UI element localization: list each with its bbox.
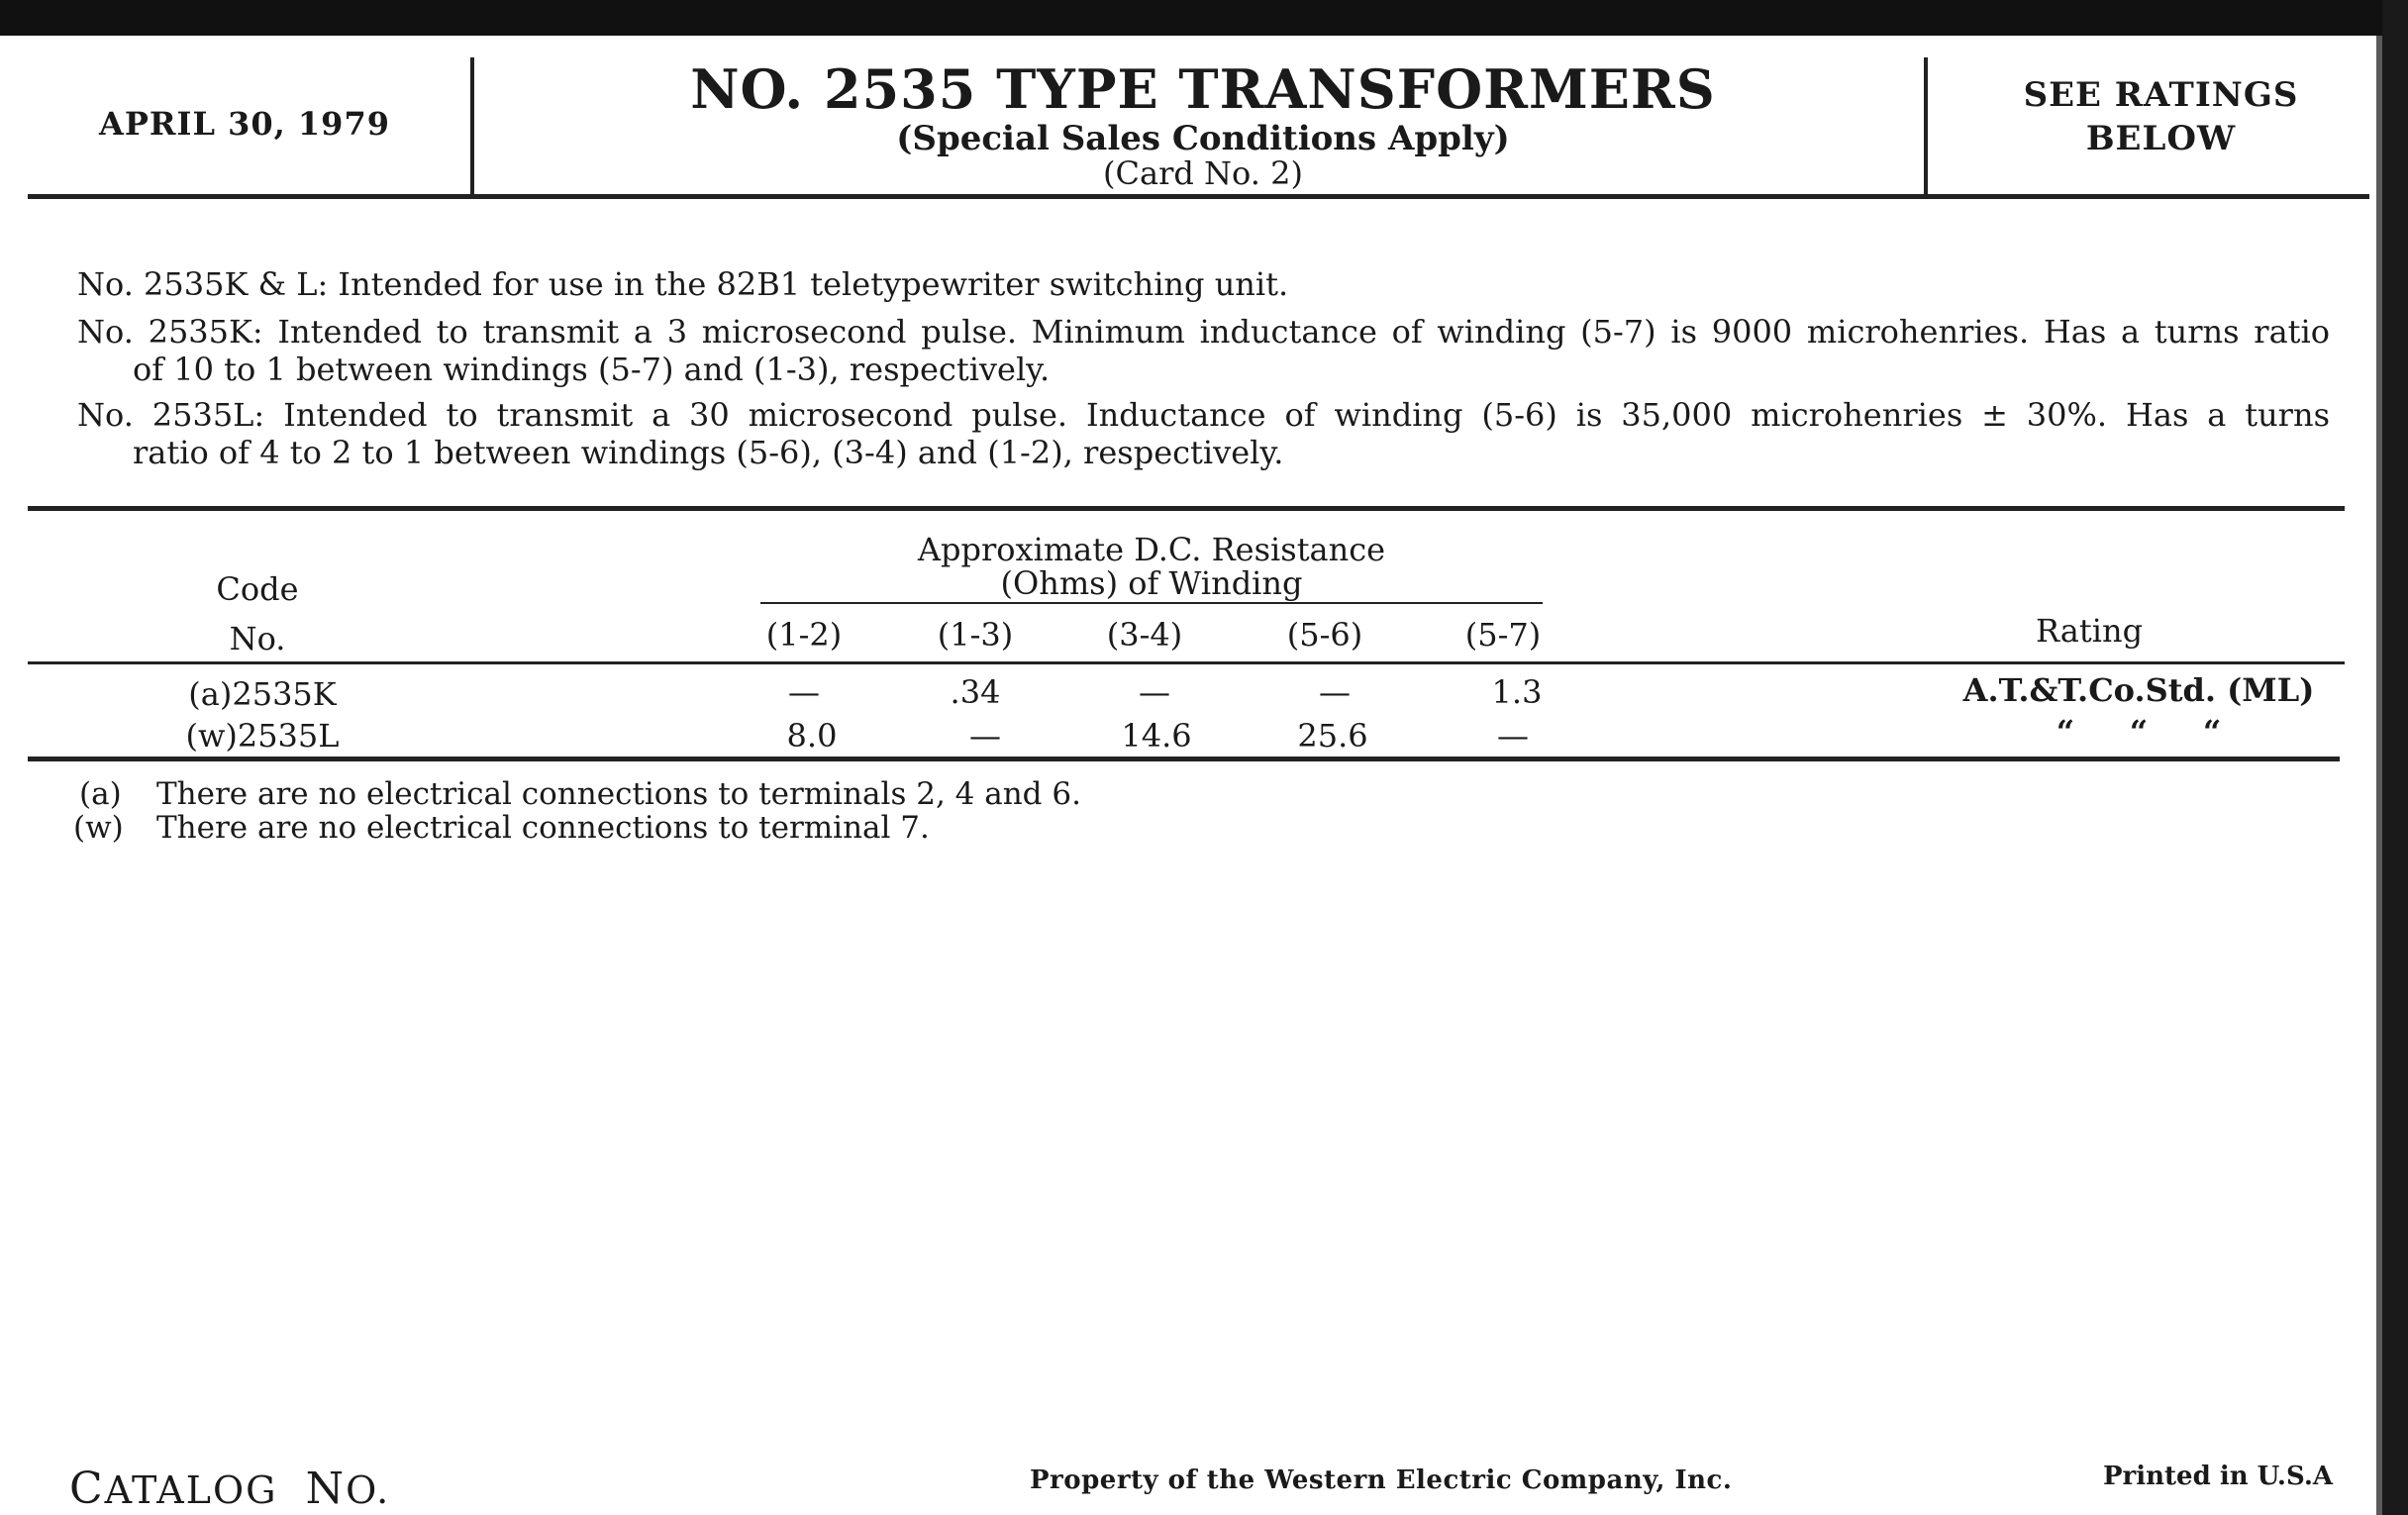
code-cell: (w)2535L bbox=[185, 717, 340, 755]
value-cell: — bbox=[1497, 717, 1529, 755]
column-header-3-4: (3-4) bbox=[1106, 616, 1183, 654]
scan-right-border bbox=[2382, 0, 2408, 1515]
column-header-1-2: (1-2) bbox=[765, 616, 843, 654]
value-cell: — bbox=[788, 673, 820, 711]
header-divider-right bbox=[1924, 57, 1928, 196]
description-2535l bbox=[77, 396, 2330, 471]
resistance-header-rule bbox=[760, 602, 1543, 604]
footnote-w-text: There are no electrical connections to terminal 7. bbox=[156, 810, 930, 846]
column-header-1-3: (1-3) bbox=[937, 616, 1014, 654]
scan-top-border bbox=[0, 0, 2408, 36]
column-header-5-7: (5-7) bbox=[1464, 616, 1542, 654]
card-subtitle: (Special Sales Conditions Apply) bbox=[896, 119, 1510, 158]
card-title: NO. 2535 TYPE TRANSFORMERS bbox=[690, 57, 1716, 121]
value-cell: — bbox=[969, 717, 1001, 755]
table-top-rule bbox=[28, 506, 2345, 511]
value-cell: 8.0 bbox=[786, 717, 838, 755]
value-cell: .34 bbox=[950, 673, 1001, 711]
footnote-a-text: There are no electrical connections to terminals 2, 4 and 6. bbox=[156, 776, 1081, 812]
rating-header: Rating bbox=[2035, 612, 2144, 650]
property-notice: Property of the Western Electric Company, Inc. bbox=[1030, 1465, 1733, 1495]
value-cell: 1.3 bbox=[1491, 673, 1543, 711]
description-continuation: ratio of 4 to 2 to 1 between windings (5-6), (3-4) and (1-2), respectively. bbox=[133, 434, 1284, 471]
description-line: No. 2535K: Intended to transmit a 3 microsecond pulse. Minimum inductance of winding (5-7) is 9000 microhenries. Has a turns ratio bbox=[77, 313, 2330, 351]
catalog-no-initial: N bbox=[305, 1464, 347, 1514]
description-2535k bbox=[77, 313, 2330, 388]
footnote-w-mark: (w) bbox=[73, 810, 124, 846]
catalog-rest: ATALOG bbox=[104, 1468, 278, 1512]
value-cell: — bbox=[1319, 673, 1351, 711]
code-header: Code bbox=[216, 570, 299, 608]
resistance-header: Approximate D.C. Resistance bbox=[917, 531, 1386, 568]
rating-cell: A.T.&T.Co.Std. (ML) bbox=[1962, 671, 2315, 709]
card-number: (Card No. 2) bbox=[1103, 154, 1303, 192]
description-2535k-and-l bbox=[77, 265, 2330, 303]
column-header-5-6: (5-6) bbox=[1286, 616, 1363, 654]
see-ratings-note bbox=[1931, 73, 2391, 160]
code-cell: (a)2535K bbox=[188, 675, 337, 713]
catalog-initial: C bbox=[69, 1464, 105, 1514]
see-ratings-line2: BELOW bbox=[2085, 119, 2237, 158]
catalog-no-label bbox=[69, 1464, 390, 1514]
value-cell: — bbox=[1139, 673, 1170, 711]
see-ratings-line1: SEE RATINGS bbox=[2023, 75, 2299, 115]
catalog-no-rest: O. bbox=[346, 1468, 391, 1512]
rating-ditto-cell: “ “ “ bbox=[2056, 713, 2222, 751]
header-rule bbox=[28, 194, 2369, 199]
printed-notice: Printed in U.S.A bbox=[2103, 1462, 2334, 1491]
card-date: APRIL 30, 1979 bbox=[99, 105, 390, 143]
card-edge-shadow bbox=[2376, 36, 2382, 1515]
value-cell: 14.6 bbox=[1121, 717, 1192, 755]
value-cell: 25.6 bbox=[1297, 717, 1368, 755]
table-header-rule bbox=[28, 661, 2345, 664]
header-divider-left bbox=[470, 57, 474, 196]
resistance-subheader: (Ohms) of Winding bbox=[1000, 564, 1303, 602]
footnote-a-mark: (a) bbox=[79, 776, 122, 812]
description-continuation: of 10 to 1 between windings (5-7) and (1-3), respectively. bbox=[133, 351, 1051, 388]
description-line: No. 2535K & L: Intended for use in the 82B1 teletypewriter switching unit. bbox=[77, 265, 1289, 303]
code-header-no: No. bbox=[229, 620, 286, 657]
table-bottom-rule bbox=[28, 757, 2340, 761]
description-line: No. 2535L: Intended to transmit a 30 microsecond pulse. Inductance of winding (5-6) is 35,000 microhenries ± 30%. Has a turns bbox=[77, 396, 2330, 434]
